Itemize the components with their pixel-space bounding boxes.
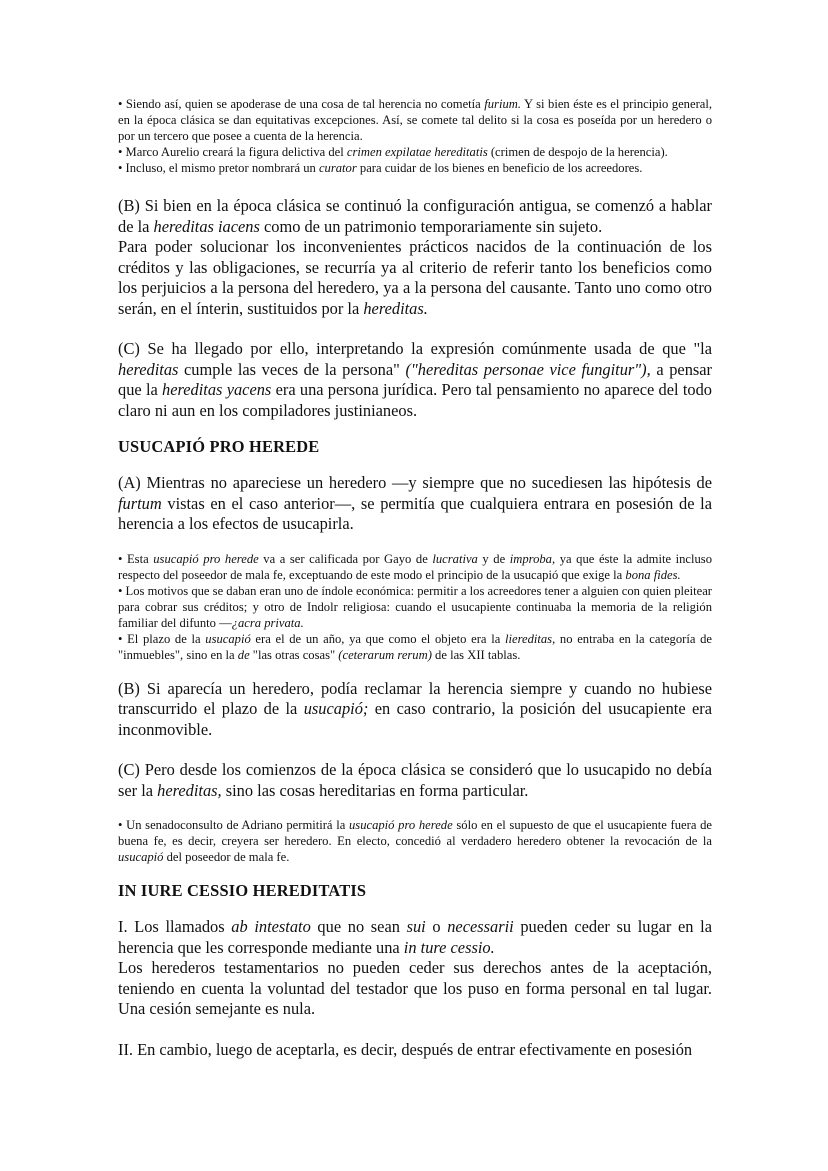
paragraph-line (118, 679, 712, 741)
italic-text-run: necessarii (447, 917, 514, 936)
bullet-list-usucapio-c (118, 817, 712, 865)
text-run: (A) Mientras no apareciese un heredero —y siempre que no sucediesen las hipótesis de (118, 473, 712, 492)
text-run: ya que éste la admite incluso respecto del poseedor de mala fe, exceptuando de este modo el principio de la usucapió que exige la (118, 551, 712, 582)
text-run: era el de un año, ya que como el objeto era la (250, 631, 505, 646)
paragraph-usucapio-c (118, 760, 712, 801)
bullet-list-usucapio (118, 551, 712, 663)
italic-text-run: crimen expilatae hereditatis (346, 145, 488, 159)
paragraph-line (118, 817, 712, 865)
paragraph-line (118, 583, 712, 631)
text-run: cumple las veces de la persona" (178, 359, 406, 379)
italic-text-run: hereditas, (157, 780, 222, 800)
paragraph-usucapio-a (118, 473, 712, 535)
italic-text-run: lucrativa (432, 551, 478, 566)
text-run: • El plazo de la (118, 631, 206, 646)
italic-text-run: improba, (509, 551, 556, 566)
italic-text-run: liereditas, (504, 631, 556, 646)
paragraph-usucapio-b (118, 679, 712, 741)
paragraph-line (118, 551, 712, 583)
text-run: (B) Si aparecía un heredero, podía reclamar la herencia siempre y cuando no hubiese transcurrido el plazo de la (118, 678, 712, 718)
text-run: para cuidar de los bienes en beneficio de los acreedores. (356, 161, 643, 175)
paragraph-line (118, 96, 712, 144)
bullet-list-top (118, 96, 712, 176)
italic-text-run: furtum (118, 493, 162, 513)
text-run: como de un patrimonio temporariamente sin sujeto. (259, 216, 603, 236)
italic-text-run: in ture cessio. (403, 937, 495, 957)
text-run: "las otras cosas" (249, 647, 339, 662)
text-run: Los herederos testamentarios no pueden ceder sus derechos antes de la aceptación, teniendo en cuenta la voluntad del testador que los puso en forma personal en tal lugar. Una cesión semejante es nula. (118, 958, 712, 1018)
text-run: (crimen de despojo de la herencia). (487, 145, 668, 159)
italic-text-run: hereditas yacens (162, 380, 272, 399)
text-run: II. En cambio, luego de aceptarla, es decir, después de entrar efectivamente en posesión (118, 1039, 693, 1059)
paragraph-line (118, 237, 712, 319)
text-run: era una persona jurídica. Pero tal pensamiento no aparece del todo claro ni aun en los compiladores justinianeos. (118, 380, 712, 420)
text-run: • Los motivos que se daban eran uno de índole económica: permitir a los acreedores tener a alguien con quien pleitear para cobrar sus créditos; y otro de Indolr religiosa: cuando el usucapiente continuaba la memoria de la religión familiar del difunto — (118, 583, 712, 630)
paragraph-c (118, 339, 712, 421)
paragraph-in-iure-2 (118, 1040, 712, 1061)
text-run: del poseedor de mala fe. (163, 850, 290, 864)
text-run: va a ser calificada por Gayo de (258, 551, 433, 566)
text-run: • Marco Aurelio creará la figura delictiva del (118, 145, 347, 159)
text-run: de las XII tablas. (431, 647, 521, 662)
text-run: • Incluso, el mismo pretor nombrará un (118, 161, 319, 175)
text-run: en caso contrario, la posición del usucapiente era inconmovible. (118, 699, 712, 739)
paragraph-line (118, 473, 712, 535)
document-page (118, 96, 712, 1060)
paragraph-line (118, 760, 712, 801)
italic-text-run: (ceterarum rerum) (338, 647, 432, 662)
italic-text-run: ab intestato (231, 917, 311, 936)
paragraph-line (118, 160, 712, 176)
text-run: vistas en el caso anterior—, se permitía que cualquiera entrara en posesión de la herencia a los efectos de usucapirla. (118, 493, 712, 533)
italic-text-run: furium. (484, 97, 521, 111)
italic-text-run: ("hereditas personae vice fungitur"), (405, 359, 651, 379)
italic-text-run: hereditas (118, 359, 179, 379)
text-run: (C) Pero desde los comienzos de la época clásica se consideró que lo usucapido no debía ser la (118, 760, 712, 800)
paragraph-in-iure-1 (118, 917, 712, 1020)
section-heading-in-iure: IN IURE CESSIO HEREDITATIS (118, 881, 367, 900)
text-run: sólo en el supuesto de que el usucapiente fuera de buena fe, es decir, creyera ser heredero. En electo, concedió al verdadero heredero obtener la revocación de la (118, 818, 712, 848)
italic-text-run: usucapió pro herede (349, 818, 453, 832)
text-run: • Un senadoconsulto de Adriano permitirá la (118, 818, 349, 832)
paragraph-line (118, 917, 712, 958)
italic-text-run: bona fides. (625, 567, 681, 582)
text-run: que no sean (310, 917, 407, 936)
italic-text-run: usucapió; (303, 699, 369, 718)
text-run: pueden ceder su lugar en la herencia que les corresponde mediante una (118, 917, 712, 957)
paragraph-line (118, 196, 712, 237)
text-run: no entraba en la categoría de "inmuebles", sino en la (118, 631, 712, 662)
text-run: Para poder solucionar los inconvenientes prácticos nacidos de la continuación de los créditos y las obligaciones, se recurría ya al criterio de referir tanto los beneficios como los perjuicios a la persona del heredero, ya a la persona del causante. Tanto uno como otro serán, en el ínterin, sustituidos por la (118, 237, 712, 318)
text-run: sino las cosas hereditarias en forma particular. (221, 780, 529, 800)
text-run: • Siendo así, quien se apoderase de una cosa de tal herencia no cometía (118, 97, 485, 111)
text-run: Y si bien éste es el principio general, en la época clásica se dan equitativas excepciones. Así, se comete tal delito si la cosa es poseída por un heredero o por un tercero que posee a cuenta de la herencia. (118, 97, 712, 143)
italic-text-run: sui (406, 917, 426, 936)
italic-text-run: de (237, 647, 250, 662)
paragraph-line (118, 339, 712, 421)
text-run: (B) Si bien en la época clásica se continuó la configuración antigua, se comenzó a hablar de la (118, 196, 712, 236)
text-run: a pensar que la (118, 359, 712, 399)
italic-text-run: hereditas iacens (153, 216, 260, 236)
text-run: (C) Se ha llegado por ello, interpretando la expresión comúnmente usada de que "la (118, 339, 712, 358)
text-run: o (425, 917, 448, 936)
italic-text-run: curator (318, 161, 357, 175)
section-heading-usucapio: USUCAPIÓ PRO HEREDE (118, 437, 320, 456)
italic-text-run: ¿acra privata. (231, 615, 304, 630)
paragraph-line (118, 1040, 712, 1061)
paragraph-line (118, 144, 712, 160)
italic-text-run: usucapió pro herede (153, 551, 259, 566)
paragraph-line (118, 958, 712, 1020)
italic-text-run: usucapió (205, 631, 251, 646)
italic-text-run: usucapió (118, 850, 164, 864)
text-run: • Esta (118, 551, 154, 566)
paragraph-line (118, 631, 712, 663)
paragraph-b (118, 196, 712, 319)
text-run: I. Los llamados (118, 917, 232, 936)
italic-text-run: hereditas. (363, 298, 428, 318)
text-run: y de (477, 551, 510, 566)
